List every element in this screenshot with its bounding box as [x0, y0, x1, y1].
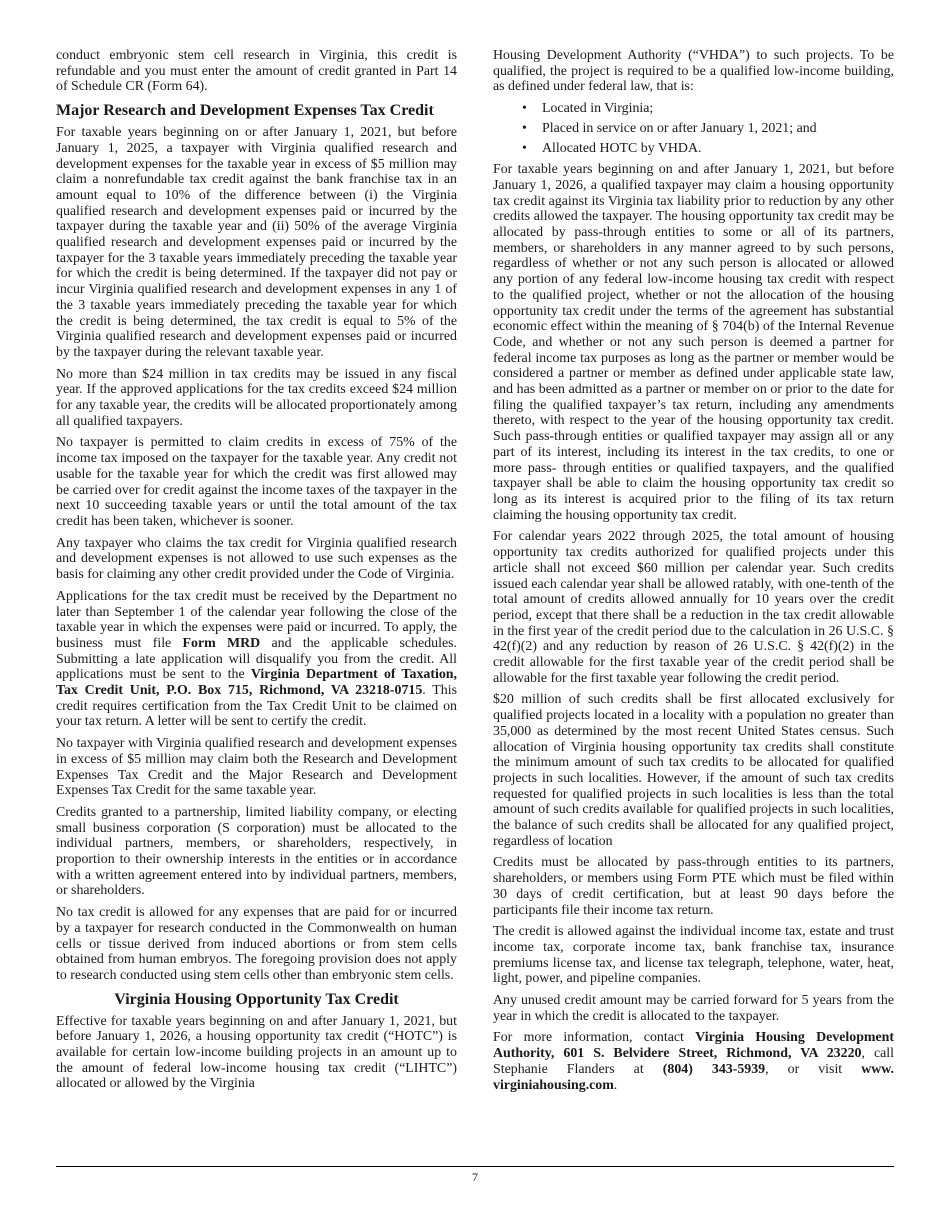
right-column [493, 48, 894, 1099]
list-item [493, 101, 894, 117]
list-item-text: Allocated HOTC by VHDA. [542, 140, 702, 156]
bullet-icon: • [522, 140, 527, 156]
paragraph: For calendar years 2022 through 2025, the total amount of housing opportunity tax credits authorized for qualified projects under this article shall not exceed $60 million per calendar year. Such credits issued each calendar year shall be allowed ratably, with one-tenth of the total amount of credits allowed annually for 10 years over the credit period, except that there shall be a reduction in the tax credit allowable in the first year of the credit period due to the calculation in 26 U.S.C. § 42(f)(2) and any reduction by reason of 26 U.S.C. § 42(f)(2) in the credit allowable for the first taxable year of the credit period shall be allowable for the first taxable year following the credit period. [493, 529, 894, 686]
contact-paragraph [493, 1030, 894, 1093]
section-heading-major-rd: Major Research and Development Expenses Tax Credit [56, 102, 434, 120]
qualification-list [493, 101, 894, 156]
list-item-text: Located in Virginia; [542, 101, 654, 117]
footer-divider [56, 1166, 894, 1167]
paragraph: Any unused credit amount may be carried forward for 5 years from the year in which the credit is allocated to the taxpayer. [493, 993, 894, 1024]
paragraph: No taxpayer with Virginia qualified research and development expenses in excess of $5 million may claim both the Research and Development Expenses Tax Credit and the Major Research and Development Expenses Tax Credit for the same taxable year. [56, 736, 457, 799]
list-item-text: Placed in service on or after January 1, 2021; and [542, 120, 817, 136]
left-column [56, 48, 457, 1098]
paragraph: Credits granted to a partnership, limited liability company, or electing small business corporation (S corporation) must be allocated to the individual partners, members, or shareholders, respectively, in proportion to their ownership interests in the entities or in accordance with a written agreement entered into by individual partners, members, or shareholders. [56, 804, 457, 899]
vhda-address: Virginia Housing Development Authority, 601 S. Belvidere Street, Richmond, VA 23220 [493, 1030, 895, 1062]
page-number: 7 [472, 1170, 478, 1184]
text: For more information, contact [493, 1030, 696, 1046]
paragraph: No tax credit is allowed for any expenses that are paid for or incurred by a taxpayer for research conducted in the Commonwealth on human cells or tissue derived from induced abortions or from stem cells obtained from human embryos. The foregoing provision does not apply to research conducted using stem cells other than embryonic stem cells. [56, 905, 457, 983]
paragraph: Housing Development Authority (“VHDA”) to such projects. To be qualified, the project is required to be a qualified low-income building, as defined under federal law, that is: [493, 48, 894, 95]
bullet-icon: • [522, 101, 527, 117]
application-paragraph [56, 589, 457, 730]
paragraph: $20 million of such credits shall be first allocated exclusively for qualified projects located in a locality with a population no greater than 35,000 as determined by the most recent United States census. Such allocation of Virginia housing opportunity tax credits shall constitute the minimum amount of such tax credits to be allocated for qualified projects in such localities. However, if the amount of such tax credits requested for qualified projects in such localities is less than the total amount of such credits available for qualified projects in such localities, the balance of such credits shall be allocated for any qualified project, regardless of location [493, 692, 894, 849]
paragraph: No more than $24 million in tax credits may be issued in any fiscal year. If the approved applications for the tax credits exceed $24 million for any taxable year, the credits will be allocated proportionately among all qualified taxpayers. [56, 366, 457, 429]
paragraph: For taxable years beginning on and after January 1, 2021, but before January 1, 2026, a qualified taxpayer may claim a housing opportunity tax credit against its Virginia tax liability prior to reduction by any other credits allowed the taxpayer. The housing opportunity tax credit may be allocated by pass-through entities to some or all of its partners, members, or shareholders in any manner agreed to by such persons, regardless of whether or not any such person is allocated or allowed any portion of any federal low-income housing tax credit with respect to the qualified project, whether or not the allocation of the housing opportunity tax credit under the terms of the agreement has substantial economic effect within the meaning of § 704(b) of the Internal Revenue Code, and whether or not any such person is deemed a partner for federal income tax purposes as long as the partner or member would be considered a partner or member as defined under applicable state law, and has been admitted as a partner or member on or prior to the date for filing the qualified taxpayer’s tax return, including any amendments thereto, with respect to the year of the housing opportunity tax credit. Such pass-through entities or qualified taxpayer may assign all or any part of its interest, including its interest in the tax credits, to one or more pass- through entities or qualified taxpayers, and the qualified taxpayer shall be able to claim the housing opportunity tax credit so long as its interest is acquired prior to the filing of its tax return claiming the housing opportunity tax credit. [493, 162, 894, 523]
paragraph: conduct embryonic stem cell research in Virginia, this credit is refundable and you must enter the amount of credit granted in Part 14 of Schedule CR (Form 64). [56, 48, 457, 95]
list-item [493, 121, 894, 137]
website-link[interactable]: www. virginiahousing.com [493, 1061, 895, 1093]
section-heading-housing-opportunity: Virginia Housing Opportunity Tax Credit [114, 990, 399, 1008]
text: and the applicable schedules. Submitting a late application will disqualify you from the credit. All applications must be sent to the [56, 635, 457, 683]
paragraph: For taxable years beginning on or after January 1, 2021, but before January 1, 2025, a taxpayer with Virginia qualified research and development expenses for the taxable year in excess of $5 million may claim a nonrefundable tax credit against the bank franchise tax in an amount equal to 10% of the difference between (i) the Virginia qualified research and development expenses paid or incurred by the taxpayer during the taxable year and (ii) 50% of the average Virginia qualified research and development expenses paid or incurred by the taxpayer for the 3 taxable years immediately preceding the taxable year for which the credit is being determined. If the taxpayer did not pay or incur Virginia qualified research and development expenses in any 1 of the 3 taxable years immediately preceding the taxable year for which the credit is being determined, the tax credit is equal to 5% of the Virginia qualified research and development expenses paid or incurred by the taxpayer during the relevant taxable year. [56, 125, 457, 360]
list-item [493, 141, 894, 157]
paragraph: The credit is allowed against the individual income tax, estate and trust income tax, corporate income tax, bank franchise tax, insurance premiums license tax, and license tax telegraph, telephone, water, heat, light, power, and pipeline companies. [493, 924, 894, 987]
paragraph: No taxpayer is permitted to claim credits in excess of 75% of the income tax imposed on the taxpayer for the taxable year. Any credit not usable for the taxable year for which the credit was first allowed may be carried over for credit against the income taxes of the taxpayer in the next 10 succeeding taxable years or until the total amount of the tax credit has been taken, whichever is sooner. [56, 435, 457, 529]
text: Applications for the tax credit must be received by the Department no later than September 1 of the calendar year following the close of the taxable year in which the expenses were paid or incurred. To apply, the business must file [56, 588, 457, 651]
mailing-address: Virginia Department of Taxation, Tax Credit Unit, P.O. Box 715, Richmond, VA 23218-0715 [56, 667, 458, 699]
phone-number: (804) 343-5939 [662, 1061, 766, 1077]
text: , call Stephanie Flanders at [493, 1046, 895, 1077]
paragraph: Effective for taxable years beginning on and after January 1, 2021, but before January 1, 2026, a housing opportunity tax credit (“HOTC”) is available for certain low-income building projects in an amount up to the amount of federal low-income housing tax credit (“LIHTC”) allocated or allowed by the Virginia [56, 1013, 457, 1092]
paragraph: Any taxpayer who claims the tax credit for Virginia qualified research and development expenses is not allowed to use such expenses as the basis for claiming any other credit provided under the Code of Virginia. [56, 535, 457, 583]
bullet-icon: • [522, 120, 527, 136]
text: . This credit requires certification from the Tax Credit Unit to be claimed on your tax return. A letter will be sent to certify the credit. [56, 683, 458, 730]
form-name: Form MRD [182, 635, 261, 651]
text: . [613, 1077, 618, 1093]
paragraph: Credits must be allocated by pass-through entities to its partners, shareholders, or members using Form PTE which must be filed within 30 days of credit certification, but at least 90 days before the participants file their income tax return. [493, 855, 894, 918]
text: , or visit [765, 1061, 862, 1077]
